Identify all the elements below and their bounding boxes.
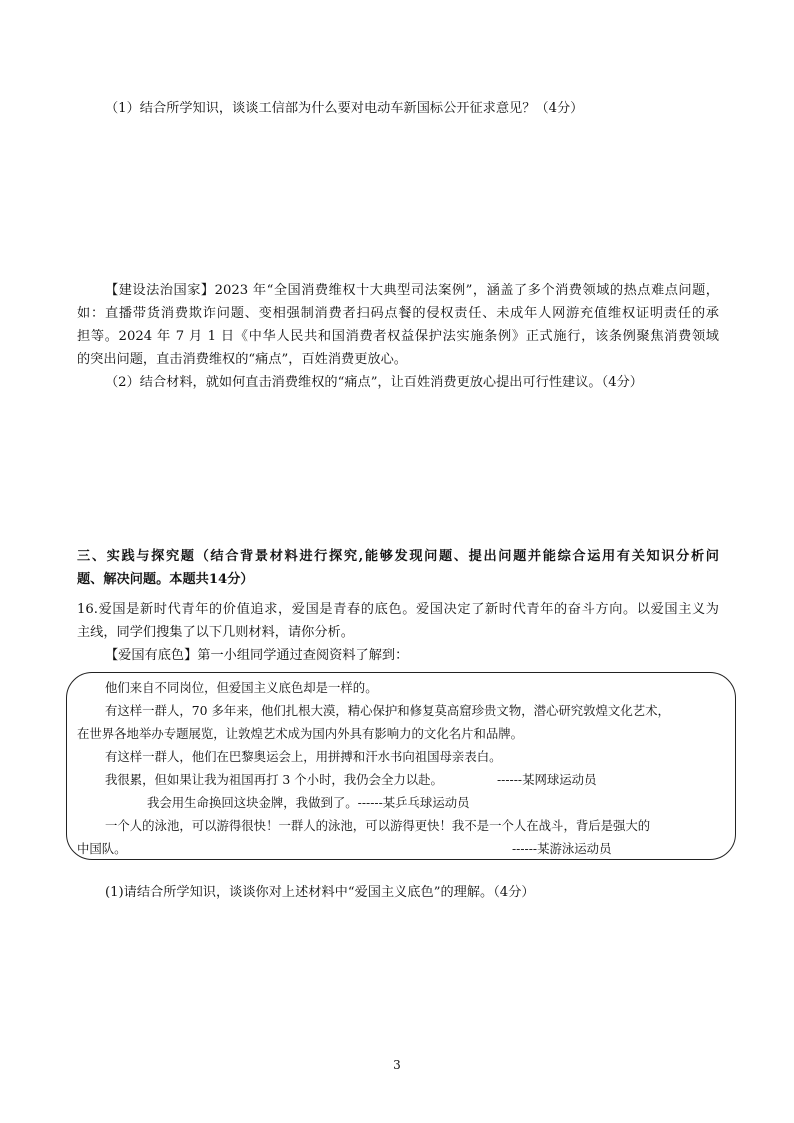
box-line: 有这样一群人，70 多年来，他们扎根大漠，精心保护和修复莫高窟珍贵文物，潜心研究敦煌文化艺术， — [105, 703, 670, 718]
box-line: 我很累，但如果让我为祖国再打 3 个小时，我仍会全力以赴。 — [105, 772, 443, 787]
box-line: 有这样一群人，他们在巴黎奥运会上，用拼搏和汗水书向祖国母亲表白。 — [105, 749, 502, 764]
box-line: 在世界各地举办专题展览，让敦煌艺术成为国内外具有影响力的文化名片和品牌。 — [77, 726, 524, 741]
section-heading-line: 题、解决问题。本题共14分） — [77, 572, 254, 587]
swimming-attribution: ------某游泳运动员 — [512, 841, 612, 856]
box-line: 他们来自不同岗位，但爱国主义底色却是一样的。 — [105, 680, 378, 695]
box-line: 一个人的泳池，可以游得很快！一群人的泳池，可以游得更快！我不是一个人在战斗，背后是强大的 — [105, 818, 651, 833]
section-heading-line: 三、实践与探究题（结合背景材料进行探究,能够发现问题、提出问题并能综合运用有关知识分析问 — [77, 549, 719, 564]
tennis-attribution: ------某网球运动员 — [497, 772, 597, 787]
box-line: 中国队。 — [77, 841, 127, 856]
material-line: 【建设法治国家】2023 年“全国消费维权十大典型司法案例”，涵盖了多个消费领域的热点难点问题， — [105, 283, 719, 298]
question-16-part-1: (1)请结合所学知识，谈谈你对上述材料中“爱国主义底色”的理解。（4分） — [105, 885, 535, 900]
material-line: 的突出问题，直击消费维权的“痛点”，百姓消费更放心。 — [77, 352, 407, 367]
question-15-part-2: （2）结合材料，就如何直击消费维权的“痛点”，让百姓消费更放心提出可行性建议。（4分） — [105, 375, 643, 390]
intro-line: 主线，同学们搜集了以下几则材料，请你分析。 — [77, 625, 354, 640]
page-number: 3 — [393, 1058, 401, 1072]
material-line: 如：直播带货消费欺诈问题、变相强制消费者扫码点餐的侵权责任、未成年人网游充值维权证明责任的承 — [77, 306, 719, 321]
question-15-part-1: （1）结合所学知识，谈谈工信部为什么要对电动车新国标公开征求意见？（4分） — [105, 101, 584, 116]
material-line: 担等。2024 年 7 月 1 日《中华人民共和国消费者权益保护法实施条例》正式施行，该条例聚焦消费领域 — [77, 329, 719, 344]
intro-line: 16.爱国是新时代青年的价值追求，爱国是青春的底色。爱国决定了新时代青年的奋斗方向。以爱国主义为 — [77, 602, 719, 617]
box-line: 我会用生命换回这块金牌，我做到了。------某乒乓球运动员 — [147, 795, 470, 810]
group-line: 【爱国有底色】第一小组同学通过查阅资料了解到： — [105, 648, 409, 663]
